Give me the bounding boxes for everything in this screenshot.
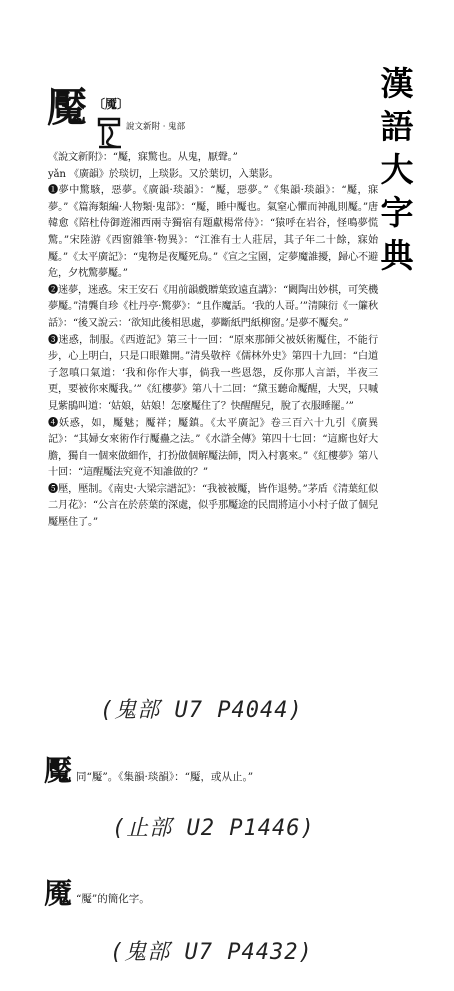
sense-1: ❶夢中驚駭，惡夢。《廣韻·琰韻》：“魘，惡夢。”《集韻·琰韻》：“魘，寐夢。”《篇海類編·人物類·鬼部》：“魘，睡中魘也。氣窒心懼而神亂則魘。”唐韓愈《陪杜侍御遊湘西兩寺獨宿有題獻楊常侍》：“猿呼在岩谷，怪鳴夢慌驚。”宋陸游《西窗雜筆·物異》：“江淮有士人莊居，其子年二十餘，寐始魘。”《太平廣記》：“鬼物是夜魘死鳥。”《宣之宝園，定夢魔誰擾，歸心不避危，夕枕驚夢魘。” — [48, 185, 378, 280]
sense-5: ❺壓，壓制。《南史·大梁宗譜記》：“我被被魘，皆作退勢。”茅盾《清葉紅似二月花》：“公言在於菸葉的深處，似乎那魘途的民間將這小小村子做了個兒魘壓住了。” — [48, 483, 378, 529]
handwritten-reference-3: (鬼部 U7 P4432) — [110, 940, 313, 965]
seal-source-note: 說文新附 · 鬼部 — [126, 122, 186, 132]
variant-definition: 同“魘”。《集韻·琰韻》：“魘，或从止。” — [76, 771, 254, 783]
sense-2: ❷迷夢，迷惑。宋王安石《用前韻戲贈葉致遠直講》：“闕陶出妙棋，可笑機夢魘。”清龔自珍《杜丹亭·驚夢》：“且作魔話。‘我的人哥。’”清陳衍《一簾秋話》：“後又說云：‘欲知此後相思處，夢斷紙門紙柳窗。’是夢不魘矣。” — [48, 284, 378, 329]
seal-script-glyph-icon — [95, 115, 123, 151]
book-title-char: 大 — [380, 150, 414, 189]
book-title-char: 漢 — [380, 64, 414, 103]
book-title-char: 典 — [380, 236, 414, 275]
headword: 魘 — [47, 84, 87, 131]
entry-body — [48, 150, 378, 532]
entry-pronunciation-line: yǎn 《廣韻》於琰切，上琰影。又於葉切，入葉影。 — [48, 168, 279, 180]
headword-simplified-bracket: 〔魇〕 — [93, 97, 130, 111]
book-title-vertical — [375, 62, 419, 277]
entry-source-line: 《說文新附》：“魘，寐驚也。从鬼，厭聲。” — [48, 152, 238, 163]
book-title-char: 語 — [380, 107, 414, 146]
variant-headword: 魘 — [44, 754, 73, 787]
sense-4: ❹妖惑，如，魘魅；魘祥；魘鎮。《太平廣記》卷三百六十九引《廣異記》：“其婦女來術作行魘蠱之法。”《水滸全傳》第四十七回：“這廝也好大膽，獨自一個來做細作，打扮做個解魘法師，閃入村裏來。”《紅樓夢》第八十回：“這醒魘法究竟不知誰做的？” — [48, 417, 378, 479]
book-title-char: 字 — [380, 193, 414, 232]
sense-3: ❸迷惑，制服。《西遊記》第三十一回：“原來那師父被妖術魘住，不能行步，心上明白，只是口眼難開。”清吳敬梓《儒林外史》第四十九回：“白道子忽嗔口氣道：‘我和你作大事，倘我一些恩怨，反你那人言語，半夜三更，要被你來魘我。’”《紅樓夢》第八十二回：“黛玉聽命魘醒，大哭，只喊見紫鵑叫道：‘姑娘，姑娘！怎麼魘住了？快醒醒兒，脫了衣服睡罷。’” — [48, 334, 378, 412]
handwritten-reference-1: (鬼部 U7 P4044) — [100, 698, 303, 723]
simplified-headword: 魇 — [44, 877, 73, 910]
handwritten-reference-2: (止部 U2 P1446) — [112, 816, 315, 841]
simplified-definition: “魘”的簡化字。 — [76, 893, 150, 905]
